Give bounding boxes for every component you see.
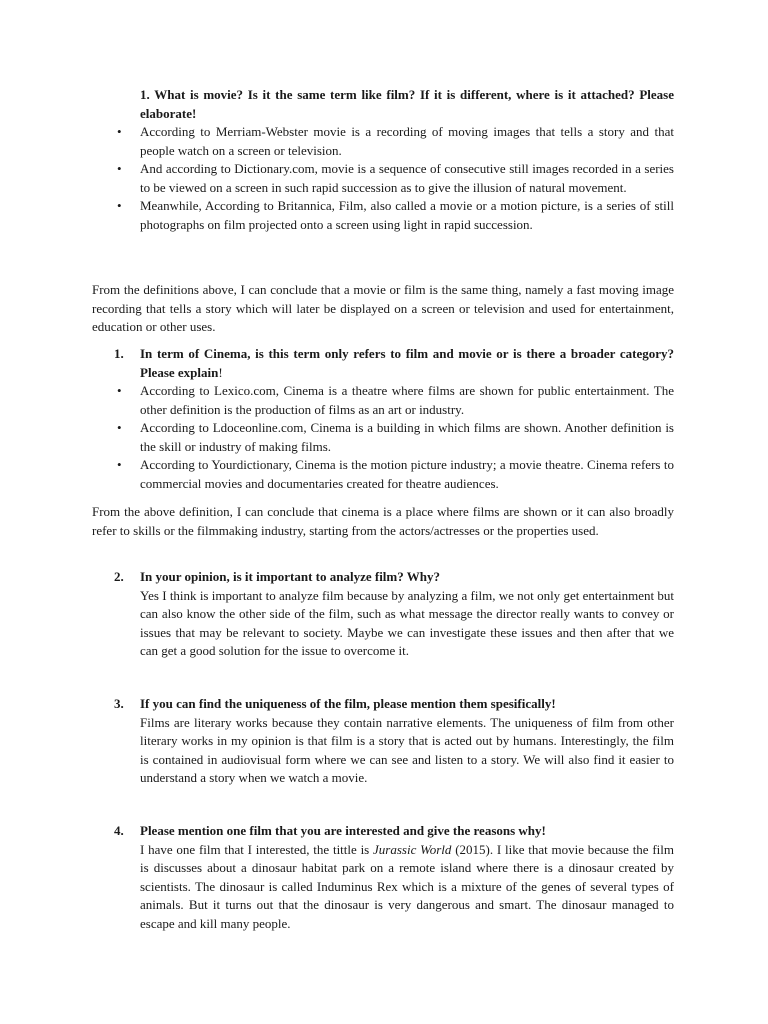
question-4-heading: Please mention one film that you are interested and give the reasons why! <box>140 823 546 838</box>
list-item: • According to Ldoceonline.com, Cinema is a building in which films are shown. Another definition is the skill or industry of making films. <box>117 420 674 454</box>
question-2-answer: Yes I think is important to analyze film because by analyzing a film, we not only get entertainment but can also know the other side of the film, such as what message the director really wants to convey or issues that may be relevant to society. Maybe we can investigate these issues and then after that we can get a good solution for the issue to overcome it. <box>140 587 674 658</box>
question-3-section <box>92 695 674 788</box>
list-item: • Meanwhile, According to Britannica, Film, also called a movie or a motion picture, is a series of still photographs on film projected onto a screen using light in rapid succession. <box>117 198 674 232</box>
question-2-heading: In your opinion, is it important to analyze film? Why? <box>140 569 440 584</box>
bullet-icon: • <box>117 124 122 139</box>
question-cinema-heading: In term of Cinema, is this term only refers to film and movie or is there a broader category? Please explain! <box>140 346 674 380</box>
question-number: 3. <box>114 696 124 711</box>
bullet-icon: • <box>117 457 122 472</box>
question-1-conclusion: From the definitions above, I can conclude that a movie or film is the same thing, namely a fast moving image recording that tells a story which will later be displayed on a screen or television and used for entertainment, education or other uses. <box>92 282 674 334</box>
question-cinema-section <box>92 345 674 493</box>
question-4-section <box>92 822 674 933</box>
list-item: • And according to Dictionary.com, movie is a sequence of consecutive still images recorded in a series to be viewed on a screen in such rapid succession as to give the illusion of natural movement. <box>117 161 674 195</box>
question-number: 4. <box>114 823 124 838</box>
bullet-icon: • <box>117 420 122 435</box>
question-3-heading: If you can find the uniqueness of the film, please mention them spesifically! <box>140 696 556 711</box>
question-1-bullet-list <box>92 123 674 234</box>
list-item: • According to Merriam-Webster movie is a recording of moving images that tells a story and that people watch on a screen or television. <box>117 124 674 158</box>
question-cinema-bullet-list <box>92 382 674 493</box>
list-item: • According to Yourdictionary, Cinema is the motion picture industry; a movie theatre. Cinema refers to commercial movies and documentaries created for theatre audiences. <box>117 457 674 491</box>
question-3-answer: Films are literary works because they contain narrative elements. The uniqueness of film from other literary works in my opinion is that film is a story that is acted out by humans. Interestingly, the film is contained in audiovisual form where we can see and listen to a story. We will also find it easier to understand a story when we watch a movie. <box>140 714 674 785</box>
bullet-icon: • <box>117 161 122 176</box>
question-number: 1. <box>114 346 124 361</box>
bullet-icon: • <box>117 383 122 398</box>
question-number: 2. <box>114 569 124 584</box>
question-1-section <box>92 86 674 234</box>
question-2-section <box>92 568 674 661</box>
question-1-heading: 1. What is movie? Is it the same term like film? If it is different, where is it attached? Please elaborate! <box>140 87 674 121</box>
question-cinema-conclusion: From the above definition, I can conclude that cinema is a place where films are shown or it can also broadly refer to skills or the filmmaking industry, starting from the actors/actresses or the properties used. <box>92 504 674 538</box>
list-item: • According to Lexico.com, Cinema is a theatre where films are shown for public entertainment. The other definition is the production of films as an art or industry. <box>117 383 674 417</box>
bullet-icon: • <box>117 198 122 213</box>
question-4-answer: I have one film that I interested, the tittle is Jurassic World (2015). I like that movie because the film is discusses about a dinosaur habitat park on a remote island where there is a dinosaur created by scientists. The dinosaur is called Induminus Rex which is a mixture of the genes of several types of animals. But it turns out that the dinosaur is very dangerous and smart. The dinosaur managed to escape and kill many people. <box>140 841 675 931</box>
film-title: Jurassic World <box>373 841 452 857</box>
